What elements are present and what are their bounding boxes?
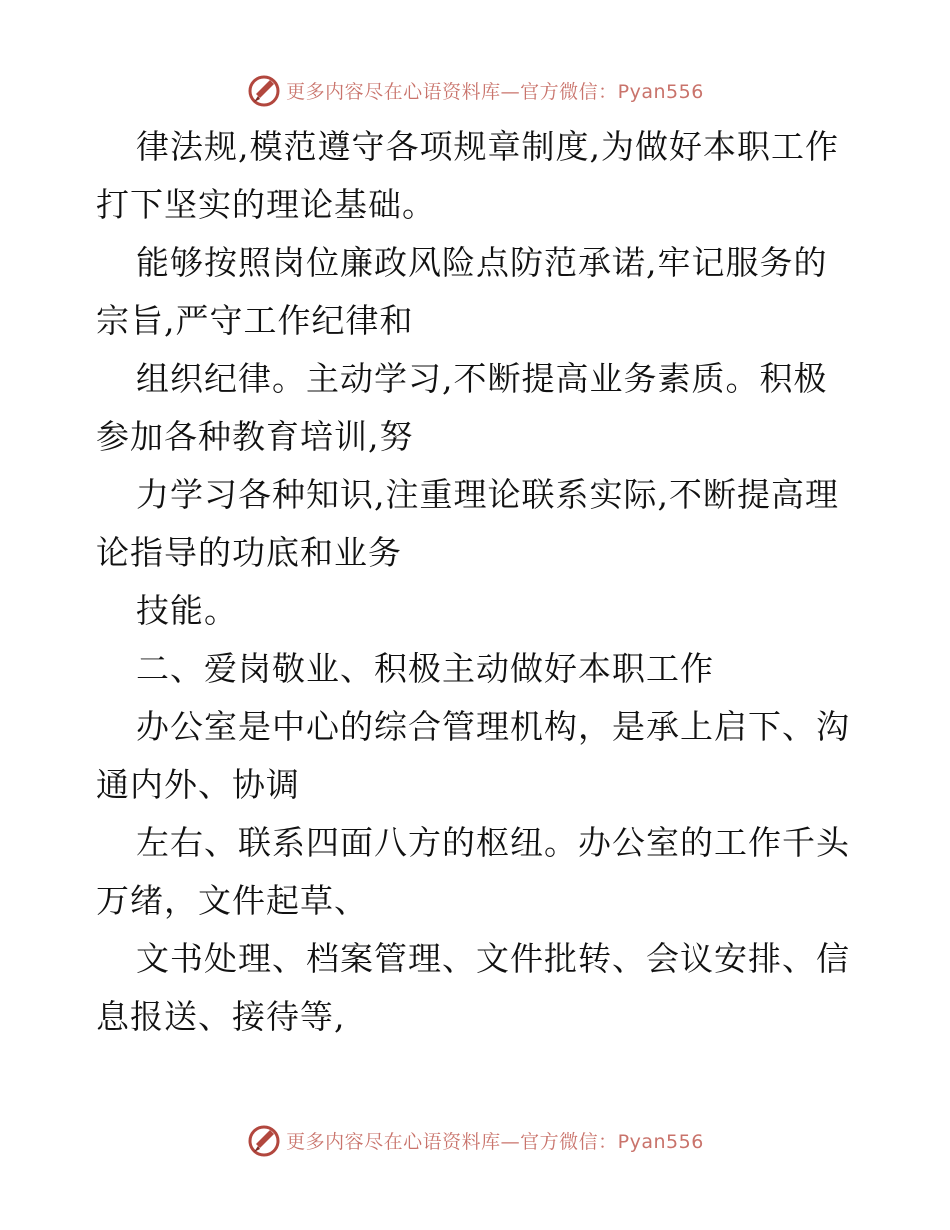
text-line: 文书处理、档案管理、文件批转、会议安排、信 [136, 939, 850, 978]
text-line: 打下坚实的理论基础。 [96, 185, 436, 224]
section-heading: 二、爱岗敬业、积极主动做好本职工作 [136, 649, 714, 688]
text-line: 律法规,模范遵守各项规章制度,为做好本职工作 [136, 127, 839, 166]
watermark-wechat-id: Pyan556 [617, 80, 704, 103]
brand-logo-icon [246, 1122, 282, 1158]
text-line: 通内外、协调 [96, 765, 300, 804]
watermark-text: 更多内容尽在心语资料库—官方微信：Pyan556 [286, 80, 704, 103]
text-line: 万绪，文件起草、 [96, 881, 368, 920]
footer-watermark [0, 1120, 950, 1160]
text-line: 论指导的功底和业务 [96, 533, 402, 572]
watermark-text: 更多内容尽在心语资料库—官方微信：Pyan556 [286, 1130, 704, 1153]
text-line: 宗旨,严守工作纪律和 [96, 301, 414, 340]
text-line: 力学习各种知识,注重理论联系实际,不断提高理 [136, 475, 839, 514]
text-line: 左右、联系四面八方的枢纽。办公室的工作千头 [136, 823, 850, 862]
text-line: 技能。 [136, 591, 238, 630]
text-line: 办公室是中心的综合管理机构，是承上启下、沟 [136, 707, 850, 746]
watermark-wechat-id: Pyan556 [617, 1130, 704, 1153]
text-line: 息报送、接待等, [96, 997, 346, 1036]
text-line: 参加各种教育培训,努 [96, 417, 414, 456]
header-watermark [0, 70, 950, 110]
text-line: 能够按照岗位廉政风险点防范承诺,牢记服务的 [136, 243, 828, 282]
brand-logo-icon [246, 72, 282, 108]
text-line: 组织纪律。主动学习,不断提高业务素质。积极 [136, 359, 828, 398]
document-body [96, 118, 856, 1046]
